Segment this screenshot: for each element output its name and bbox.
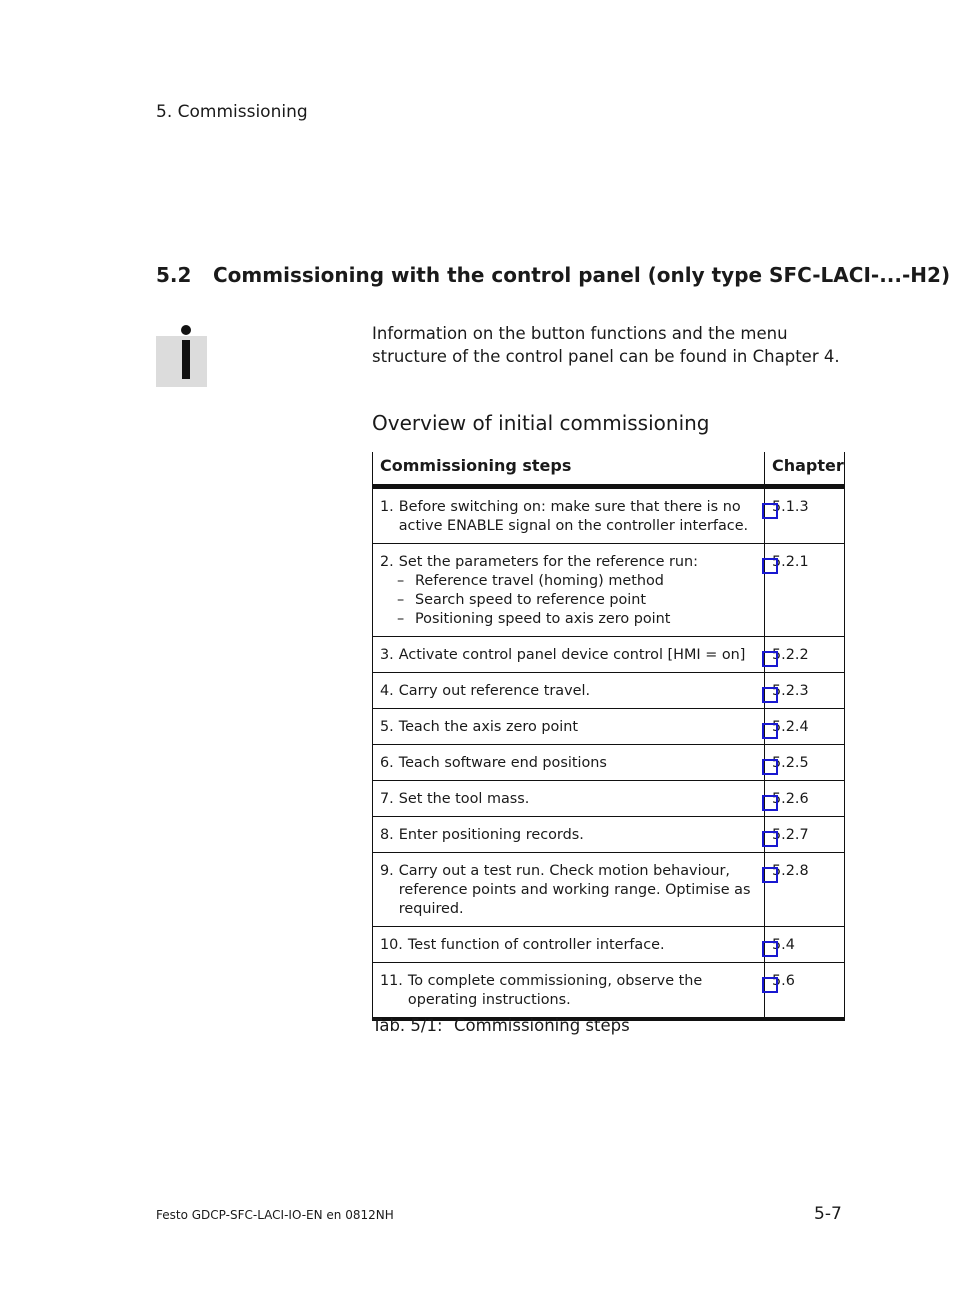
chapter-link[interactable] (765, 853, 845, 927)
step-text: Carry out a test run. Check motion behaviour, reference points and working range. Optimise as required. (398, 863, 751, 917)
table-row (373, 927, 845, 963)
chapter-link[interactable] (765, 927, 845, 963)
link-marker-icon[interactable] (762, 795, 778, 811)
link-marker-icon[interactable] (762, 558, 778, 574)
chapter-link[interactable] (765, 673, 845, 709)
caption-text: Commissioning steps (454, 1016, 630, 1035)
chapter-link[interactable] (765, 487, 845, 544)
step-cell (373, 781, 765, 817)
chapter-ref: 5.4 (772, 937, 795, 953)
caption-label: Tab. 5/1: (372, 1016, 443, 1035)
chapter-ref: 5.2.3 (772, 683, 809, 699)
step-subitem: – Positioning speed to axis zero point (397, 611, 671, 627)
table-row (373, 963, 845, 1020)
chapter-link[interactable] (765, 637, 845, 673)
chapter-ref: 5.2.1 (772, 554, 809, 570)
table-row (373, 637, 845, 673)
footer-doc-id: Festo GDCP-SFC-LACI-IO-EN en 0812NH (156, 1208, 394, 1222)
step-cell (373, 745, 765, 781)
chapter-ref: 5.2.4 (772, 719, 809, 735)
chapter-header: 5. Commissioning (156, 102, 308, 122)
step-number: 3. (380, 647, 394, 663)
step-text: Activate control panel device control [HMI = on] (398, 647, 746, 663)
link-marker-icon[interactable] (762, 723, 778, 739)
step-subitem: – Search speed to reference point (397, 592, 647, 608)
link-marker-icon[interactable] (762, 977, 778, 993)
step-cell (373, 817, 765, 853)
step-cell (373, 673, 765, 709)
link-marker-icon[interactable] (762, 831, 778, 847)
chapter-ref: 5.1.3 (772, 499, 809, 515)
step-text: Set the tool mass. (398, 791, 530, 807)
link-marker-icon[interactable] (762, 759, 778, 775)
step-text: Teach the axis zero point (398, 719, 579, 735)
chapter-ref: 5.2.6 (772, 791, 809, 807)
table-caption (372, 1016, 630, 1035)
step-text: Test function of controller interface. (407, 937, 665, 953)
table-row (373, 709, 845, 745)
table-header-steps: Commissioning steps (373, 452, 765, 487)
step-cell (373, 853, 765, 927)
step-number: 8. (380, 827, 394, 843)
chapter-link[interactable] (765, 544, 845, 637)
step-number: 1. (380, 499, 394, 515)
chapter-ref: 5.2.8 (772, 863, 809, 879)
step-number: 6. (380, 755, 394, 771)
chapter-link[interactable] (765, 781, 845, 817)
table-header-chapter: Chapter (765, 452, 845, 487)
step-subitem: – Reference travel (homing) method (397, 573, 664, 589)
step-subitem-text: Search speed to reference point (415, 592, 647, 608)
link-marker-icon[interactable] (762, 867, 778, 883)
link-marker-icon[interactable] (762, 651, 778, 667)
table-row (373, 745, 845, 781)
table-row (373, 544, 845, 637)
chapter-ref: 5.2.5 (772, 755, 809, 771)
link-marker-icon[interactable] (762, 503, 778, 519)
step-cell (373, 637, 765, 673)
info-note: Information on the button functions and the menu structure of the control panel can be found in Chapter 4. (372, 324, 840, 366)
table-row (373, 781, 845, 817)
link-marker-icon[interactable] (762, 941, 778, 957)
step-number: 2. (380, 554, 394, 570)
chapter-ref: 5.2.7 (772, 827, 809, 843)
chapter-link[interactable] (765, 709, 845, 745)
step-text: To complete commissioning, observe the operating instructions. (407, 973, 703, 1008)
table-row (373, 817, 845, 853)
info-icon (156, 325, 207, 387)
section-title: Commissioning with the control panel (only type SFC-LACI-...-H2) (213, 263, 951, 287)
table-row (373, 673, 845, 709)
step-number: 4. (380, 683, 394, 699)
overview-title: Overview of initial commissioning (372, 411, 710, 435)
table-row (373, 853, 845, 927)
step-subitem-text: Reference travel (homing) method (415, 573, 664, 589)
step-cell (373, 709, 765, 745)
step-subitem-text: Positioning speed to axis zero point (415, 611, 671, 627)
step-number: 7. (380, 791, 394, 807)
step-number: 11. (380, 973, 403, 989)
step-cell (373, 927, 765, 963)
page-number: 5-7 (814, 1204, 842, 1224)
step-text: Enter positioning records. (398, 827, 584, 843)
step-number: 10. (380, 937, 403, 953)
table-row (373, 487, 845, 544)
step-cell (373, 487, 765, 544)
step-text: Set the parameters for the reference run: (398, 554, 699, 570)
chapter-link[interactable] (765, 817, 845, 853)
section-heading (156, 263, 950, 287)
chapter-ref: 5.6 (772, 973, 795, 989)
section-number: 5.2 (156, 263, 192, 287)
step-text: Carry out reference travel. (398, 683, 591, 699)
link-marker-icon[interactable] (762, 687, 778, 703)
chapter-link[interactable] (765, 963, 845, 1020)
step-text: Before switching on: make sure that there is no active ENABLE signal on the controller interface. (398, 499, 749, 534)
step-cell (373, 963, 765, 1020)
step-cell (373, 544, 765, 637)
chapter-link[interactable] (765, 745, 845, 781)
step-number: 9. (380, 863, 394, 879)
chapter-ref: 5.2.2 (772, 647, 809, 663)
commissioning-table (372, 452, 844, 1021)
step-number: 5. (380, 719, 394, 735)
step-text: Teach software end positions (398, 755, 607, 771)
